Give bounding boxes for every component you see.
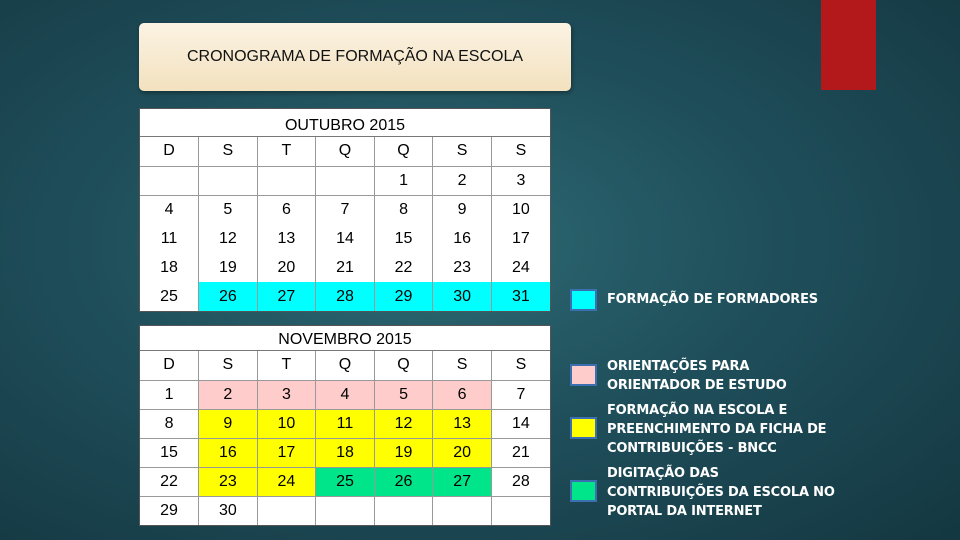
- calendar-day-cell: 15: [374, 224, 433, 253]
- weekday-header: Q: [316, 137, 375, 166]
- calendar-day-cell: [316, 496, 375, 525]
- calendar-day-cell: 13: [257, 224, 316, 253]
- legend-label-line: PREENCHIMENTO DA FICHA DE: [607, 422, 827, 437]
- calendar-day-cell: 24: [257, 467, 316, 496]
- calendar-day-cell: [140, 166, 199, 195]
- calendar-day-cell: 31: [491, 282, 550, 311]
- calendar-day-cell: 23: [433, 253, 492, 282]
- legend-label-line: FORMAÇÃO DE FORMADORES: [607, 292, 818, 307]
- legend-label-line: ORIENTAÇÕES PARA: [607, 359, 750, 374]
- calendar-day-cell: 5: [199, 195, 258, 224]
- calendar-day-cell: 16: [199, 438, 258, 467]
- legend-swatch-cyan: [570, 289, 597, 311]
- calendar-day-cell: 28: [491, 467, 550, 496]
- calendar-week-row: [140, 409, 550, 438]
- calendar-day-cell: 9: [433, 195, 492, 224]
- calendar-day-cell: 2: [433, 166, 492, 195]
- accent-bar: [821, 0, 876, 90]
- legend-label: [607, 290, 818, 309]
- weekday-header: T: [257, 137, 316, 166]
- weekday-header: S: [491, 137, 550, 166]
- weekday-header: S: [199, 351, 258, 380]
- calendar-day-cell: 3: [257, 380, 316, 409]
- calendar-day-cell: [257, 496, 316, 525]
- calendar-day-cell: [257, 166, 316, 195]
- calendar-day-cell: 4: [140, 195, 199, 224]
- calendar-week-row: [140, 438, 550, 467]
- calendar-day-cell: 23: [199, 467, 258, 496]
- calendar-day-cell: 19: [374, 438, 433, 467]
- calendar-day-cell: 17: [491, 224, 550, 253]
- legend-label: [607, 464, 835, 521]
- calendar-day-cell: 30: [199, 496, 258, 525]
- october-table: [140, 137, 550, 311]
- calendar-day-cell: 6: [257, 195, 316, 224]
- calendar-day-cell: 18: [316, 438, 375, 467]
- calendar-week-row: [140, 282, 550, 311]
- calendar-day-cell: 3: [491, 166, 550, 195]
- legend-swatch-yellow: [570, 417, 597, 439]
- legend-label-line: ORIENTADOR DE ESTUDO: [607, 378, 787, 393]
- weekday-header: S: [433, 137, 492, 166]
- calendar-week-row: [140, 380, 550, 409]
- calendar-day-cell: 4: [316, 380, 375, 409]
- november-table: [140, 351, 550, 525]
- weekday-header: Q: [316, 351, 375, 380]
- calendar-day-cell: 9: [199, 409, 258, 438]
- calendar-day-cell: 28: [316, 282, 375, 311]
- calendar-day-cell: 29: [374, 282, 433, 311]
- calendar-day-cell: 8: [140, 409, 199, 438]
- calendar-day-cell: 1: [140, 380, 199, 409]
- calendar-day-cell: 22: [374, 253, 433, 282]
- calendar-day-cell: 5: [374, 380, 433, 409]
- calendar-day-cell: 11: [316, 409, 375, 438]
- weekday-header: Q: [374, 351, 433, 380]
- calendar-day-cell: 8: [374, 195, 433, 224]
- calendar-week-row: [140, 253, 550, 282]
- calendar-day-cell: 10: [491, 195, 550, 224]
- calendar-day-cell: 12: [199, 224, 258, 253]
- calendar-day-cell: 20: [433, 438, 492, 467]
- weekday-header: D: [140, 137, 199, 166]
- october-calendar: [139, 108, 551, 312]
- calendar-day-cell: 13: [433, 409, 492, 438]
- calendar-day-cell: 17: [257, 438, 316, 467]
- calendar-day-cell: 16: [433, 224, 492, 253]
- calendar-day-cell: 14: [491, 409, 550, 438]
- calendar-day-cell: 24: [491, 253, 550, 282]
- october-title: OUTUBRO 2015: [140, 109, 550, 137]
- weekday-header: S: [491, 351, 550, 380]
- calendar-day-cell: 18: [140, 253, 199, 282]
- weekday-header: Q: [374, 137, 433, 166]
- november-weekday-row: [140, 351, 550, 380]
- calendar-day-cell: [491, 496, 550, 525]
- legend-label-line: CONTRIBUIÇÕES - BNCC: [607, 441, 777, 456]
- weekday-header: D: [140, 351, 199, 380]
- calendar-day-cell: 20: [257, 253, 316, 282]
- calendar-day-cell: 7: [316, 195, 375, 224]
- page-title: CRONOGRAMA DE FORMAÇÃO NA ESCOLA: [186, 48, 524, 65]
- legend-label-line: FORMAÇÃO NA ESCOLA E: [607, 403, 788, 418]
- calendar-day-cell: 1: [374, 166, 433, 195]
- calendar-day-cell: 26: [199, 282, 258, 311]
- calendar-day-cell: 21: [491, 438, 550, 467]
- title-box: [139, 23, 571, 91]
- weekday-header: S: [199, 137, 258, 166]
- calendar-day-cell: 11: [140, 224, 199, 253]
- calendar-day-cell: [199, 166, 258, 195]
- october-weekday-row: [140, 137, 550, 166]
- calendar-day-cell: 27: [257, 282, 316, 311]
- calendar-day-cell: 19: [199, 253, 258, 282]
- calendar-week-row: [140, 224, 550, 253]
- legend-label: [607, 401, 826, 458]
- legend-label: [607, 357, 787, 395]
- calendar-day-cell: 22: [140, 467, 199, 496]
- calendar-day-cell: 30: [433, 282, 492, 311]
- calendar-day-cell: 25: [140, 282, 199, 311]
- november-calendar: [139, 325, 551, 526]
- calendar-day-cell: 12: [374, 409, 433, 438]
- calendar-day-cell: 2: [199, 380, 258, 409]
- calendar-day-cell: 25: [316, 467, 375, 496]
- calendar-day-cell: 6: [433, 380, 492, 409]
- calendar-week-row: [140, 195, 550, 224]
- legend-label-line: CONTRIBUIÇÕES DA ESCOLA NO: [607, 485, 835, 500]
- calendar-day-cell: [316, 166, 375, 195]
- calendar-day-cell: 26: [374, 467, 433, 496]
- calendar-day-cell: [374, 496, 433, 525]
- calendar-week-row: [140, 166, 550, 195]
- calendar-week-row: [140, 467, 550, 496]
- calendar-day-cell: 21: [316, 253, 375, 282]
- calendar-day-cell: 15: [140, 438, 199, 467]
- calendar-day-cell: 10: [257, 409, 316, 438]
- calendar-day-cell: 27: [433, 467, 492, 496]
- legend-swatch-pink: [570, 364, 597, 386]
- weekday-header: T: [257, 351, 316, 380]
- calendar-day-cell: 29: [140, 496, 199, 525]
- legend-swatch-green: [570, 480, 597, 502]
- november-title: NOVEMBRO 2015: [140, 326, 550, 351]
- calendar-day-cell: 7: [491, 380, 550, 409]
- calendar-day-cell: 14: [316, 224, 375, 253]
- calendar-day-cell: [433, 496, 492, 525]
- weekday-header: S: [433, 351, 492, 380]
- calendar-week-row: [140, 496, 550, 525]
- legend-label-line: PORTAL DA INTERNET: [607, 504, 762, 519]
- legend-label-line: DIGITAÇÃO DAS: [607, 466, 719, 481]
